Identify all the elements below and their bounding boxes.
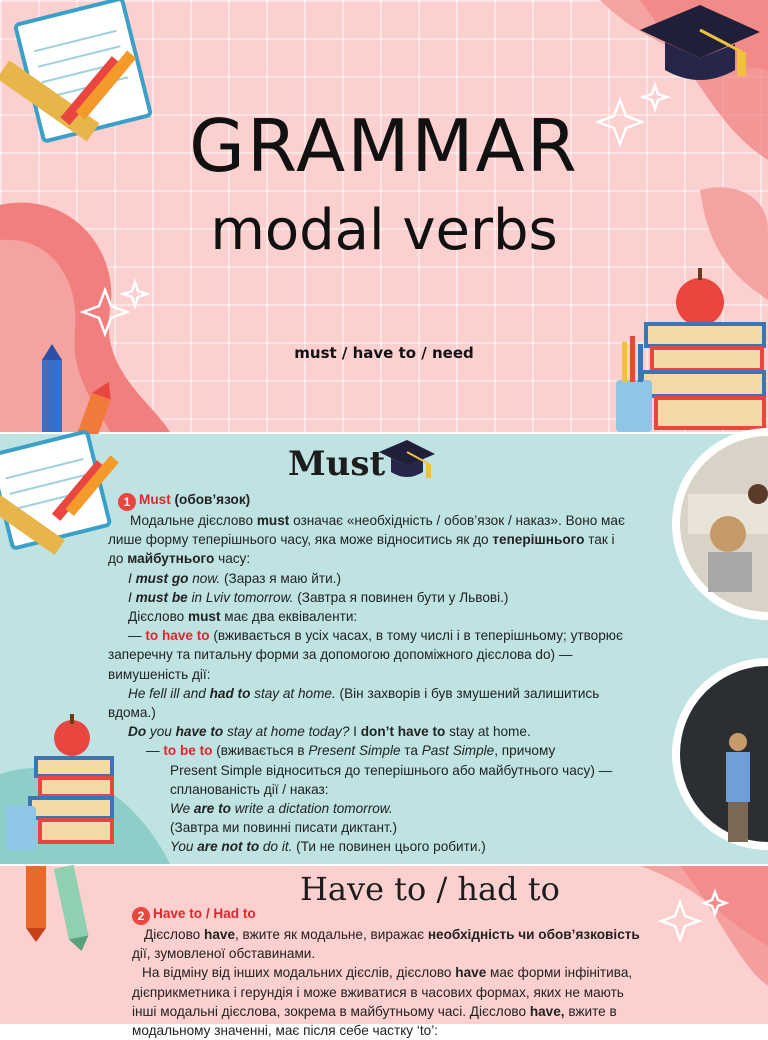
text-line bbox=[118, 626, 625, 645]
text-run: I bbox=[349, 724, 361, 740]
text-run: in Lviv tomorrow. bbox=[187, 589, 294, 605]
text-run: так і bbox=[584, 532, 615, 548]
text-run: лише форму теперішнього часу, яка може відноситись як до bbox=[108, 532, 493, 548]
text-line: (Завтра ми повинні писати диктант.) bbox=[170, 820, 398, 836]
text-line: спланованість дії / наказ: bbox=[170, 781, 329, 797]
section-heading: Have to / had to bbox=[300, 870, 560, 908]
text-run: to have to bbox=[145, 628, 210, 644]
page-subtitle: modal verbs bbox=[210, 198, 558, 263]
text-run: до bbox=[108, 551, 128, 567]
text-line: дії, зумовленої обставинами. bbox=[132, 946, 316, 962]
text-run: (Зараз я маю йти.) bbox=[220, 570, 341, 586]
section-number-badge: 2 bbox=[132, 907, 150, 925]
text-run: має форми інфінітива, bbox=[486, 965, 633, 981]
text-run: write a dictation tomorrow. bbox=[230, 801, 393, 817]
text-run: have, bbox=[529, 1003, 565, 1019]
text-run: to be to bbox=[163, 743, 213, 759]
text-run: має два еквіваленти: bbox=[220, 609, 358, 625]
text-line: вдома.) bbox=[108, 705, 156, 721]
text-run: have to bbox=[175, 724, 224, 740]
text-run: та bbox=[400, 743, 422, 759]
text-run: must go bbox=[135, 570, 189, 586]
text-run: інші модальні дієслова, зокрема в майбутньому часі. Дієслово bbox=[132, 1003, 530, 1019]
text-run: Дієслово bbox=[144, 927, 205, 942]
text-run: Have to / Had to bbox=[153, 906, 256, 921]
text-run: stay at home. bbox=[445, 724, 531, 740]
text-run: You bbox=[170, 839, 198, 855]
have-to-explanation bbox=[132, 904, 640, 1040]
text-run: have bbox=[204, 927, 235, 942]
text-run: you bbox=[146, 724, 176, 740]
text-run: На відміну від інших модальних дієслів, дієслово bbox=[142, 965, 456, 981]
text-run: вжите в bbox=[564, 1003, 617, 1019]
text-run: , причому bbox=[494, 743, 556, 759]
have-to-slide bbox=[0, 866, 768, 1039]
text-line bbox=[132, 925, 640, 944]
text-run: stay at home. bbox=[250, 685, 336, 701]
text-run: now. bbox=[188, 570, 221, 586]
crayons-icon bbox=[18, 866, 118, 956]
text-run: Модальне дієслово bbox=[130, 513, 257, 528]
text-run: Must bbox=[139, 492, 171, 507]
text-run: I bbox=[128, 589, 136, 605]
text-run: He fell ill and bbox=[128, 685, 210, 701]
text-run: — bbox=[146, 743, 164, 759]
text-run: — bbox=[128, 628, 146, 644]
text-run: теперішнього bbox=[492, 532, 585, 548]
text-line bbox=[118, 837, 625, 856]
text-run: (Він захворів і був змушений залишитись bbox=[335, 685, 600, 701]
tagline: must / have to / need bbox=[294, 344, 474, 362]
text-line bbox=[118, 569, 625, 588]
section-number-badge: 1 bbox=[118, 493, 136, 511]
text-run: must be bbox=[135, 589, 188, 605]
text-run: майбутнього bbox=[127, 551, 215, 567]
text-run: have bbox=[455, 965, 487, 981]
text-run: stay at home today? bbox=[223, 724, 350, 740]
text-run: (Завтра я повинен бути у Львові.) bbox=[293, 589, 509, 605]
text-line bbox=[132, 904, 640, 925]
text-run: необхідність чи обов’язковість bbox=[427, 927, 640, 942]
text-line bbox=[132, 963, 640, 982]
section-heading: Must bbox=[288, 444, 386, 484]
text-run: must bbox=[256, 513, 290, 528]
text-line bbox=[108, 530, 625, 549]
text-line bbox=[118, 511, 625, 530]
text-run: must bbox=[188, 609, 221, 625]
text-line bbox=[118, 588, 625, 607]
text-run: I bbox=[128, 570, 136, 586]
text-line bbox=[132, 1002, 640, 1021]
text-line bbox=[118, 722, 625, 741]
text-line bbox=[118, 490, 625, 511]
text-line bbox=[118, 607, 625, 626]
graduation-cap-icon bbox=[375, 436, 439, 484]
text-run: Present Simple bbox=[308, 743, 401, 759]
text-run: (обов’язок) bbox=[170, 492, 251, 507]
sparkle-icon bbox=[660, 892, 740, 952]
text-line: Present Simple відноситься до теперішнього або майбутнього часу) — bbox=[170, 762, 613, 778]
text-line: заперечну та питальну форми за допомогою допоміжного дієслова do) — bbox=[108, 647, 573, 663]
text-run: We bbox=[170, 801, 194, 817]
text-run: do it. bbox=[259, 839, 293, 855]
text-run: Past Simple bbox=[421, 743, 495, 759]
text-run: означає «необхідність / обов’язок / наказ». Воно має bbox=[289, 513, 625, 528]
text-run: часу: bbox=[214, 551, 251, 567]
text-run: had to bbox=[209, 685, 251, 701]
text-line bbox=[118, 799, 625, 818]
text-line bbox=[118, 741, 625, 760]
text-run: (вживається в усіх часах, в тому числі і в теперішньому; утворює bbox=[209, 628, 623, 644]
text-line bbox=[118, 684, 625, 703]
text-run: don’t have to bbox=[360, 724, 446, 740]
text-line bbox=[108, 549, 625, 568]
must-explanation bbox=[108, 490, 625, 857]
page-title: GRAMMAR bbox=[189, 104, 579, 188]
text-line: модальному значенні, має після себе частку ‘to’: bbox=[132, 1023, 439, 1039]
text-line: дієприкметника і герундія і може вживатися в часових формах, яких не мають bbox=[132, 984, 624, 1000]
classroom-photos bbox=[668, 434, 768, 864]
text-run: Do bbox=[128, 724, 147, 740]
text-run: (вживається в bbox=[212, 743, 309, 759]
text-run: Дієслово bbox=[128, 609, 189, 625]
title-slide bbox=[0, 0, 768, 432]
text-run: , вжите як модальне, виражає bbox=[235, 927, 428, 942]
text-run: are not to bbox=[197, 839, 260, 855]
text-line: вимушеність дії: bbox=[108, 666, 211, 682]
text-run: (Ти не повинен цього робити.) bbox=[292, 839, 486, 855]
text-run: are to bbox=[193, 801, 231, 817]
must-slide bbox=[0, 434, 768, 864]
